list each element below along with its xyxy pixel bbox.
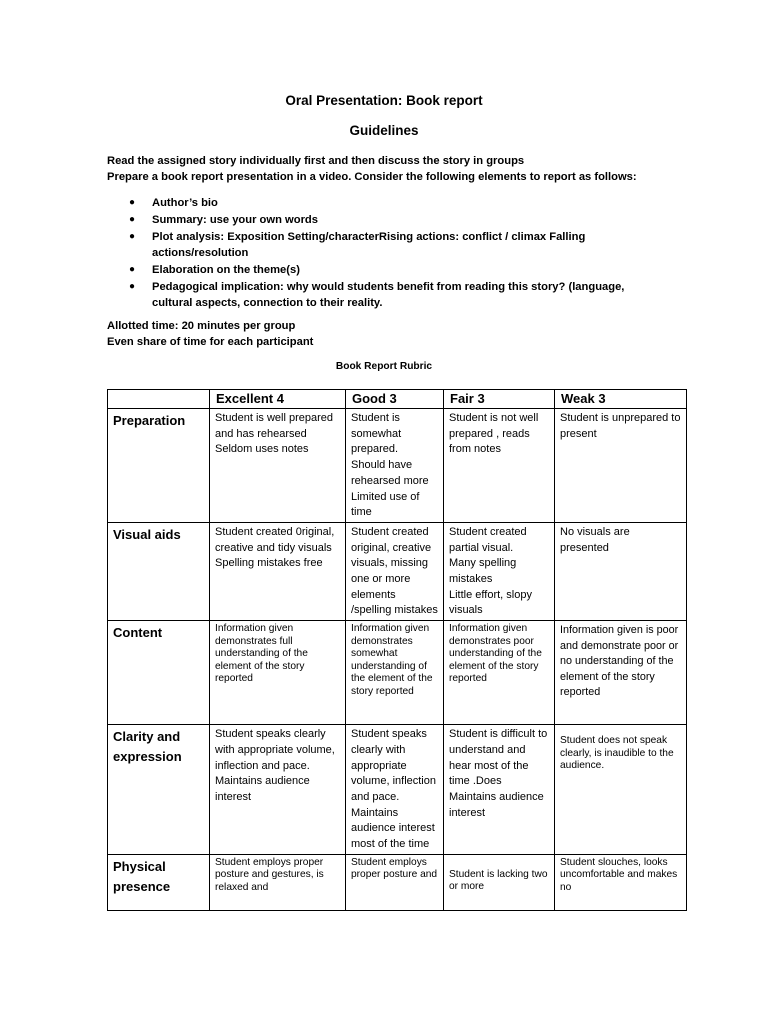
table-cell: Student is unprepared to present	[555, 409, 687, 523]
list-item	[107, 279, 667, 311]
table-row	[108, 725, 687, 855]
bullet-icon: ●	[129, 214, 136, 225]
list-item	[107, 229, 667, 261]
table-cell: Student speaks clearly with appropriate volume, inflection and pace. Maintains audience interest most of the time	[346, 725, 444, 855]
list-item-text: Summary: use your own words	[152, 214, 318, 226]
table-cell: No visuals are presented	[555, 522, 687, 620]
criterion-cell: Clarity and expression	[108, 725, 210, 855]
list-item	[107, 212, 667, 228]
header-cell-empty	[108, 390, 210, 409]
criterion-cell: Content	[108, 621, 210, 725]
table-cell: Information given is poor and demonstrate poor or no understanding of the element of the story reported	[555, 621, 687, 725]
table-cell: Student is not well prepared , reads from notes	[444, 409, 555, 523]
table-cell: Information given demonstrates full understanding of the element of the story reported	[210, 621, 346, 725]
list-item-text: Pedagogical implication: why would students benefit from reading this story? (language, cultural aspects, connection to their reality.	[152, 281, 625, 309]
table-cell: Student is lacking two or more	[444, 854, 555, 910]
criterion-cell: Physical presence	[108, 854, 210, 910]
time-line: Even share of time for each participant	[107, 336, 314, 348]
time-line: Allotted time: 20 minutes per group	[107, 320, 296, 332]
table-cell: Student created original, creative visuals, missing one or more elements /spelling mistakes	[346, 522, 444, 620]
table-cell: Student slouches, looks uncomfortable and makes no	[555, 854, 687, 910]
list-item-text: Elaboration on the theme(s)	[152, 264, 300, 276]
criterion-cell: Preparation	[108, 409, 210, 523]
list-item	[107, 262, 667, 278]
table-cell: Student is difficult to understand and hear most of the time .Does Maintains audience interest	[444, 725, 555, 855]
table-cell: Student does not speak clearly, is inaudible to the audience.	[555, 725, 687, 855]
header-cell-weak: Weak 3	[555, 390, 687, 409]
table-row	[108, 409, 687, 523]
table-row	[108, 854, 687, 910]
intro-line: Prepare a book report presentation in a video. Consider the following elements to report as follows:	[107, 171, 637, 183]
intro-text	[107, 153, 707, 185]
criterion-cell: Visual aids	[108, 522, 210, 620]
list-item	[107, 195, 667, 211]
table-cell: Information given demonstrates poor understanding of the element of the story reported	[444, 621, 555, 725]
intro-line: Read the assigned story individually first and then discuss the story in groups	[107, 155, 525, 167]
rubric-table	[107, 389, 687, 911]
bullet-icon: ●	[129, 231, 136, 242]
bullet-icon: ●	[129, 264, 136, 275]
page-title: Oral Presentation: Book report	[285, 93, 483, 108]
table-row	[108, 621, 687, 725]
header-cell-excellent: Excellent 4	[210, 390, 346, 409]
list-item-text: Plot analysis: Exposition Setting/characterRising actions: conflict / climax Falling actions/resolution	[152, 231, 586, 259]
bullet-icon: ●	[129, 281, 136, 292]
report-elements-list	[107, 195, 667, 312]
table-cell: Student is somewhat prepared. Should have rehearsed more Limited use of time	[346, 409, 444, 523]
rubric-title: Book Report Rubric	[335, 361, 433, 372]
table-cell: Student employs proper posture and gestures, is relaxed and	[210, 854, 346, 910]
header-cell-fair: Fair 3	[444, 390, 555, 409]
bullet-icon: ●	[129, 197, 136, 208]
allotted-time	[107, 318, 313, 350]
table-cell: Student employs proper posture and	[346, 854, 444, 910]
table-cell: Student created 0riginal, creative and tidy visuals Spelling mistakes free	[210, 522, 346, 620]
table-cell: Student is well prepared and has rehearsed Seldom uses notes	[210, 409, 346, 523]
table-row	[108, 522, 687, 620]
header-cell-good: Good 3	[346, 390, 444, 409]
table-cell: Student speaks clearly with appropriate volume, inflection and pace. Maintains audience interest	[210, 725, 346, 855]
page-subtitle: Guidelines	[349, 123, 419, 138]
list-item-text: Author’s bio	[152, 197, 218, 209]
rubric-header-row	[108, 390, 687, 409]
table-cell: Information given demonstrates somewhat understanding of the element of the story reported	[346, 621, 444, 725]
table-cell: Student created partial visual. Many spelling mistakes Little effort, slopy visuals	[444, 522, 555, 620]
